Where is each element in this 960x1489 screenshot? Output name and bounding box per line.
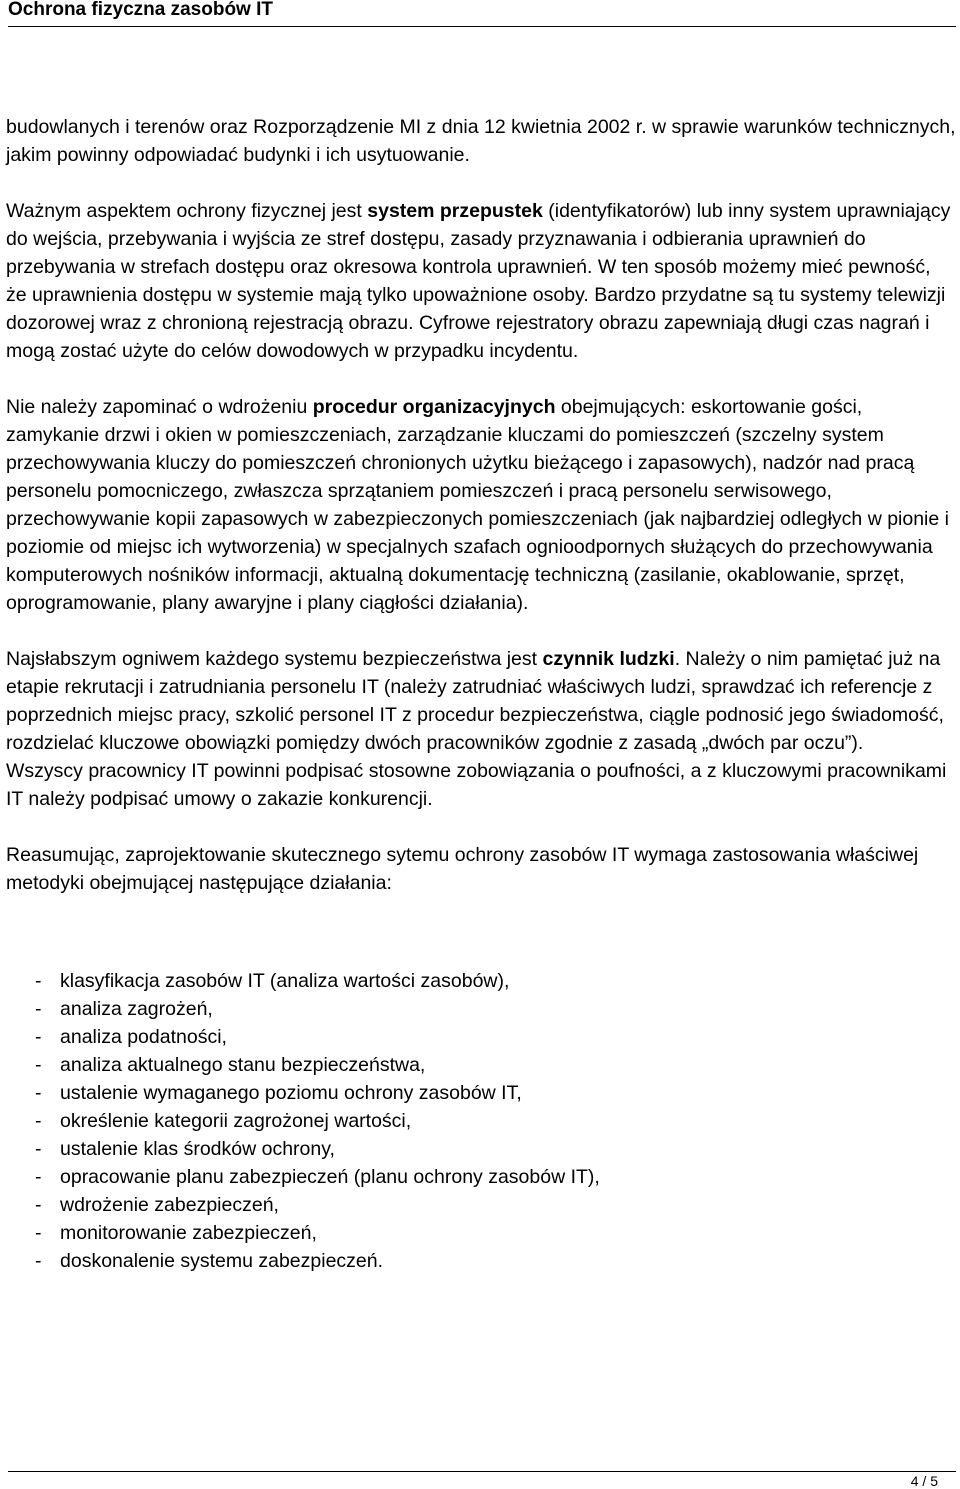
list-bullet: - — [35, 1110, 42, 1132]
list-item-text: doskonalenie systemu zabezpieczeń. — [60, 1250, 384, 1272]
list-item — [35, 1191, 956, 1219]
list-item-text: monitorowanie zabezpieczeń, — [60, 1222, 317, 1244]
list-bullet: - — [35, 1222, 42, 1244]
list-item — [35, 1163, 956, 1191]
paragraph-pass-system-body: (identyfikatorów) lub inny system uprawniający do wejścia, przebywania i wyjścia ze stref dostępu, zasady przyznawania i odbierania uprawnień do przebywania w strefach dostępu oraz okresowa kontrola uprawnień. W ten sposób możemy mieć pewność, że uprawnienia dostępu w systemie mają tylko upoważnione osoby. Bardzo przydatne są tu systemy telewizji dozorowej wraz z chronioną rejestracją obrazu. Cyfrowe rejestratory obrazu zapewniają długi czas nagrań i mogą zostać użyte do celów dowodowych w przypadku incydentu. — [6, 200, 951, 362]
list-item-text: klasyfikacja zasobów IT (analiza wartości zasobów), — [60, 970, 510, 992]
paragraph-confidentiality: Wszyscy pracownicy IT powinni podpisać stosowne zobowiązania o poufności, a z kluczowymi pracownikami IT należy podpisać umowy o zakazie konkurencji. — [6, 760, 947, 810]
list-item — [35, 995, 956, 1023]
list-item — [35, 1219, 956, 1247]
list-item-text: analiza podatności, — [60, 1026, 227, 1048]
paragraph-human-factor-emphasis: czynnik ludzki — [542, 648, 675, 670]
list-bullet: - — [35, 1250, 42, 1272]
paragraph-human-factor-body: . Należy o nim pamiętać już na etapie rekrutacji i zatrudniania personelu IT (należy zatrudniać właściwych ludzi, sprawdzać ich referencje z poprzednich miejsc pracy, szkolić personel IT z procedur bezpieczeństwa, ciągle podnosić jego świadomość, rozdzielać kluczowe obowiązki pomiędzy dwóch pracowników zgodnie z zasadą „dwóch par oczu”). — [6, 648, 944, 754]
paragraph-pass-system-intro: Ważnym aspektem ochrony fizycznej jest — [6, 200, 368, 222]
list-bullet: - — [35, 1026, 42, 1048]
list-bullet: - — [35, 1138, 42, 1160]
paragraph-human-factor-intro: Najsłabszym ogniwem każdego systemu bezpieczeństwa jest — [6, 648, 543, 670]
paragraph-procedures-body: obejmujących: eskortowanie gości, zamykanie drzwi i okien w pomieszczeniach, zarządzanie kluczami do pomieszczeń (szczelny system przechowywania kluczy do pomieszczeń chronionych użytku bieżącego i zapasowych), nadzór nad pracą personelu pomocniczego, zwłaszcza sprzątaniem pomieszczeń i pracą personelu serwisowego, przechowywanie kopii zapasowych w zabezpieczonych pomieszczeniach (jak najbardziej odległych w pionie i poziomie od miejsc ich wytworzenia) w specjalnych szafach ognioodpornych służących do przechowywania komputerowych nośników informacji, aktualną dokumentację techniczną (zasilanie, okablowanie, sprzęt, oprogramowanie, plany awaryjne i plany ciągłości działania). — [6, 396, 949, 614]
document-body — [6, 113, 956, 1275]
list-item-text: opracowanie planu zabezpieczeń (planu ochrony zasobów IT), — [60, 1166, 600, 1188]
paragraph-summary: Reasumując, zaprojektowanie skutecznego sytemu ochrony zasobów IT wymaga zastosowania właściwej metodyki obejmującej następujące działania: — [6, 844, 919, 894]
list-item-text: analiza zagrożeń, — [60, 998, 213, 1020]
paragraph-procedures-intro: Nie należy zapominać o wdrożeniu — [6, 396, 313, 418]
list-item-text: analiza aktualnego stanu bezpieczeństwa, — [60, 1054, 426, 1076]
page-header — [8, 0, 956, 27]
page-number: 4 / 5 — [910, 1473, 938, 1489]
list-item-text: ustalenie wymaganego poziomu ochrony zasobów IT, — [60, 1082, 522, 1104]
list-bullet: - — [35, 970, 42, 992]
list-item — [35, 1135, 956, 1163]
list-item — [35, 1247, 956, 1275]
page-title: Ochrona fizyczna zasobów IT — [8, 0, 273, 20]
paragraph-procedures-emphasis: procedur organizacyjnych — [312, 396, 556, 418]
paragraph-pass-system — [6, 197, 956, 365]
list-item-text: wdrożenie zabezpieczeń, — [60, 1194, 279, 1216]
paragraph-building-regulations: budowlanych i terenów oraz Rozporządzenie MI z dnia 12 kwietnia 2002 r. w sprawie warunków technicznych, jakim powinny odpowiadać budynki i ich usytuowanie. — [6, 116, 956, 166]
list-bullet: - — [35, 1166, 42, 1188]
list-item-text: ustalenie klas środków ochrony, — [60, 1138, 335, 1160]
methodology-list — [6, 967, 956, 1275]
list-bullet: - — [35, 998, 42, 1020]
list-bullet: - — [35, 1082, 42, 1104]
list-item-text: określenie kategorii zagrożonej wartości, — [60, 1110, 412, 1132]
list-item — [35, 1023, 956, 1051]
list-item — [35, 1107, 956, 1135]
list-item — [35, 1079, 956, 1107]
paragraph-organizational-procedures — [6, 393, 956, 617]
list-item — [35, 1051, 956, 1079]
list-bullet: - — [35, 1054, 42, 1076]
paragraph-pass-system-emphasis: system przepustek — [367, 200, 543, 222]
paragraph-human-factor — [6, 645, 956, 757]
list-bullet: - — [35, 1194, 42, 1216]
page-footer — [8, 1471, 956, 1489]
list-item — [35, 967, 956, 995]
